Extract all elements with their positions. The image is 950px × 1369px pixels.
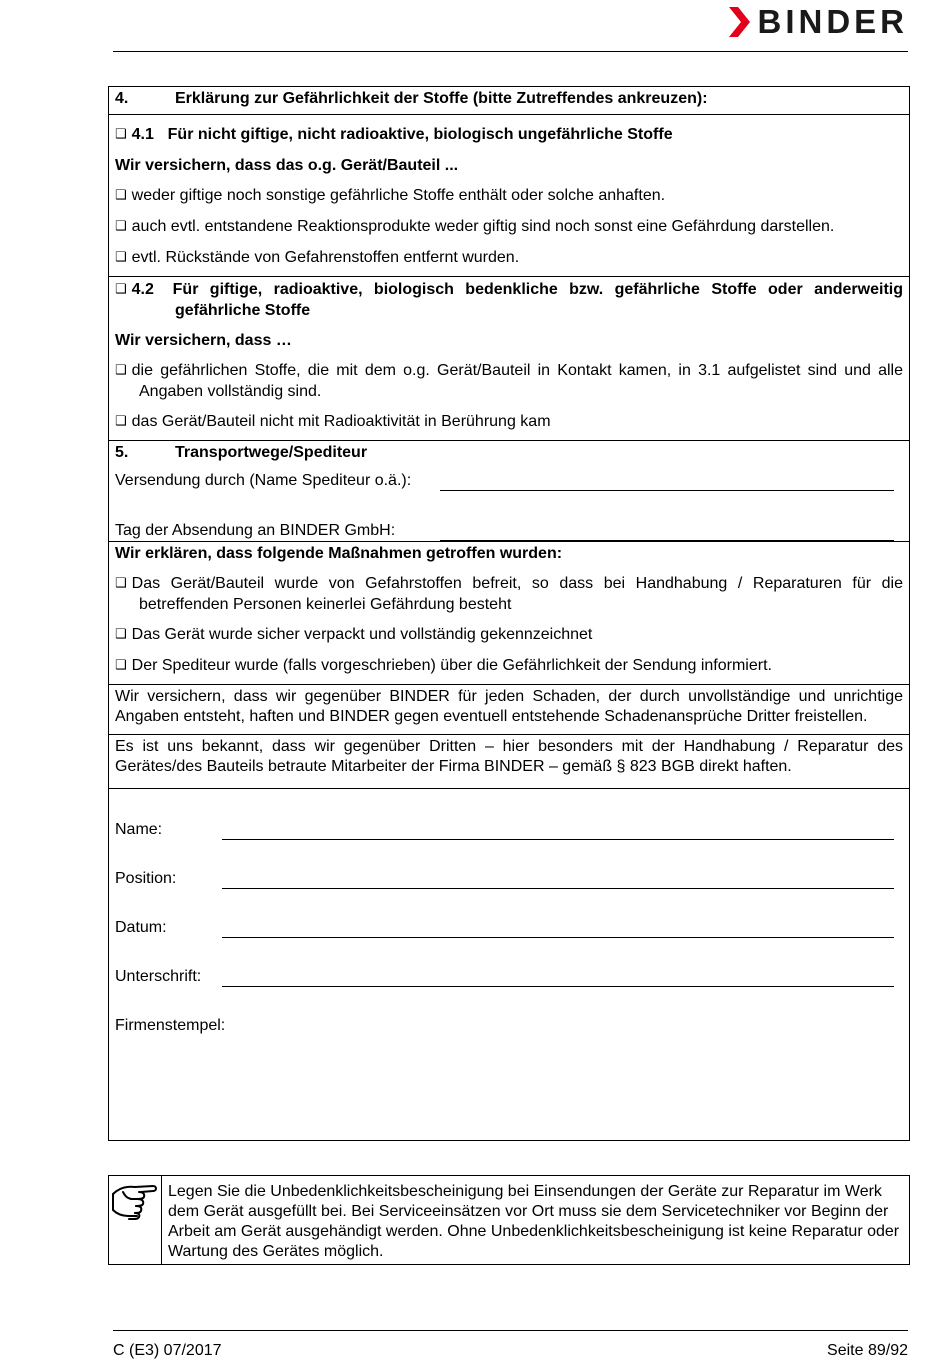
section-4-1-item-1: weder giftige noch sonstige gefährliche Stoffe enthält oder solche anhaften.: [131, 187, 666, 204]
binder-logo-arrow-icon: [729, 5, 751, 39]
name-field[interactable]: [222, 823, 894, 840]
dispatch-date-field[interactable]: [440, 522, 894, 541]
signature-section: [109, 789, 909, 1141]
liability-text-2: Es ist uns bekannt, dass wir gegenüber Dritten – hier besonders mit der Handhabung / Reparatur des Gerätes/des Bauteils betraute Mitarbeiter der Firma BINDER – gemäß § 823 BGB direkt haften.: [115, 738, 903, 775]
checkbox-4-1[interactable]: ❑: [115, 127, 127, 142]
section-4-1: [109, 115, 909, 277]
carrier-field[interactable]: [440, 472, 894, 491]
section-4-1-item-3: evtl. Rückstände von Gefahrenstoffen entfernt wurden.: [131, 249, 520, 266]
section-4-2-item-1: die gefährlichen Stoffe, die mit dem o.g. Gerät/Bauteil in Kontakt kamen, in 3.1 aufgelistet sind und alle Angaben vollständig sind.: [131, 362, 903, 400]
signature-field[interactable]: [222, 970, 894, 987]
checkbox-measure-3[interactable]: ❑: [115, 658, 127, 673]
liability-text-1: Wir versichern, dass wir gegenüber BINDER für jeden Schaden, der durch unvollständige und unrichtige Angaben entsteht, haften und BINDER gegen eventuell entstehende Schadenansprüche Dritter freistellen.: [115, 688, 903, 725]
company-stamp-label: Firmenstempel:: [115, 1017, 226, 1034]
section-4-1-title: Für nicht giftige, nicht radioaktive, biologisch ungefährliche Stoffe: [167, 126, 673, 143]
section-4: [109, 87, 909, 115]
dispatch-date-label: Tag der Absendung an BINDER GmbH:: [115, 522, 396, 539]
footer-rule: [113, 1330, 908, 1331]
checkbox-4-1-item-1[interactable]: ❑: [115, 188, 127, 203]
section-5-number: 5.: [115, 444, 129, 461]
brand-name: BINDER: [757, 3, 908, 40]
position-field[interactable]: [222, 872, 894, 889]
name-label: Name:: [115, 821, 163, 838]
measures-title: Wir erklären, dass folgende Maßnahmen getroffen wurden:: [115, 545, 563, 562]
liability-section-2: [109, 735, 909, 789]
section-4-1-intro: Wir versichern, dass das o.g. Gerät/Bauteil ...: [115, 157, 459, 174]
measure-item-2: Das Gerät wurde sicher verpackt und vollständig gekennzeichnet: [131, 626, 593, 643]
checkbox-4-2-item-2[interactable]: ❑: [115, 414, 127, 429]
declaration-form: [108, 86, 910, 1141]
measure-item-3: Der Spediteur wurde (falls vorgeschrieben) über die Gefährlichkeit der Sendung informiert.: [131, 657, 772, 674]
checkbox-4-2[interactable]: ❑: [115, 282, 127, 297]
header-rule: [113, 51, 908, 52]
measure-item-1: Das Gerät/Bauteil wurde von Gefahrstoffen befreit, so dass bei Handhabung / Reparaturen für die betreffenden Personen keinerlei Gefährdung besteht: [131, 575, 903, 613]
section-4-2: [109, 277, 909, 441]
checkbox-measure-1[interactable]: ❑: [115, 576, 127, 591]
date-field[interactable]: [222, 921, 894, 938]
checkbox-measure-2[interactable]: ❑: [115, 627, 127, 642]
section-4-2-number: 4.2: [131, 281, 154, 298]
checkbox-4-1-item-2[interactable]: ❑: [115, 219, 127, 234]
measures-section: [109, 542, 909, 685]
section-4-2-item-2: das Gerät/Bauteil nicht mit Radioaktivität in Berührung kam: [131, 413, 551, 430]
position-label: Position:: [115, 870, 177, 887]
checkbox-4-2-item-1[interactable]: ❑: [115, 363, 127, 378]
section-5: [109, 441, 909, 542]
pointing-hand-icon: [109, 1176, 162, 1264]
section-5-title: Transportwege/Spediteur: [175, 444, 368, 461]
note-text: Legen Sie die Unbedenklichkeitsbescheinigung bei Einsendungen der Geräte zur Reparatur im Werk dem Gerät ausgefüllt bei. Bei Serviceeinsätzen vor Ort muss sie dem Servicetechniker vor Beginn der Arbeit am Gerät ausgehändigt werden. Ohne Unbedenklichkeitsbescheinigung ist keine Reparatur oder Wartung des Gerätes möglich.: [168, 1183, 900, 1260]
signature-label: Unterschrift:: [115, 968, 202, 985]
section-4-2-intro: Wir versichern, dass …: [115, 332, 292, 349]
document-revision: C (E3) 07/2017: [113, 1342, 222, 1359]
section-4-1-number: 4.1: [131, 126, 154, 143]
carrier-label: Versendung durch (Name Spediteur o.ä.):: [115, 472, 412, 489]
date-label: Datum:: [115, 919, 167, 936]
binder-logo: [729, 4, 908, 40]
checkbox-4-1-item-3[interactable]: ❑: [115, 250, 127, 265]
section-4-2-title: Für giftige, radioaktive, biologisch bedenkliche bzw. gefährliche Stoffe oder anderweitig gefährliche Stoffe: [172, 281, 903, 319]
liability-section-1: [109, 685, 909, 735]
section-4-1-item-2: auch evtl. entstandene Reaktionsprodukte weder giftig sind noch sonst eine Gefährdung darstellen.: [131, 218, 835, 235]
note-box: [108, 1175, 910, 1265]
page-number: Seite 89/92: [827, 1342, 908, 1359]
section-4-title: Erklärung zur Gefährlichkeit der Stoffe (bitte Zutreffendes ankreuzen):: [175, 90, 708, 107]
section-4-number: 4.: [115, 90, 129, 107]
